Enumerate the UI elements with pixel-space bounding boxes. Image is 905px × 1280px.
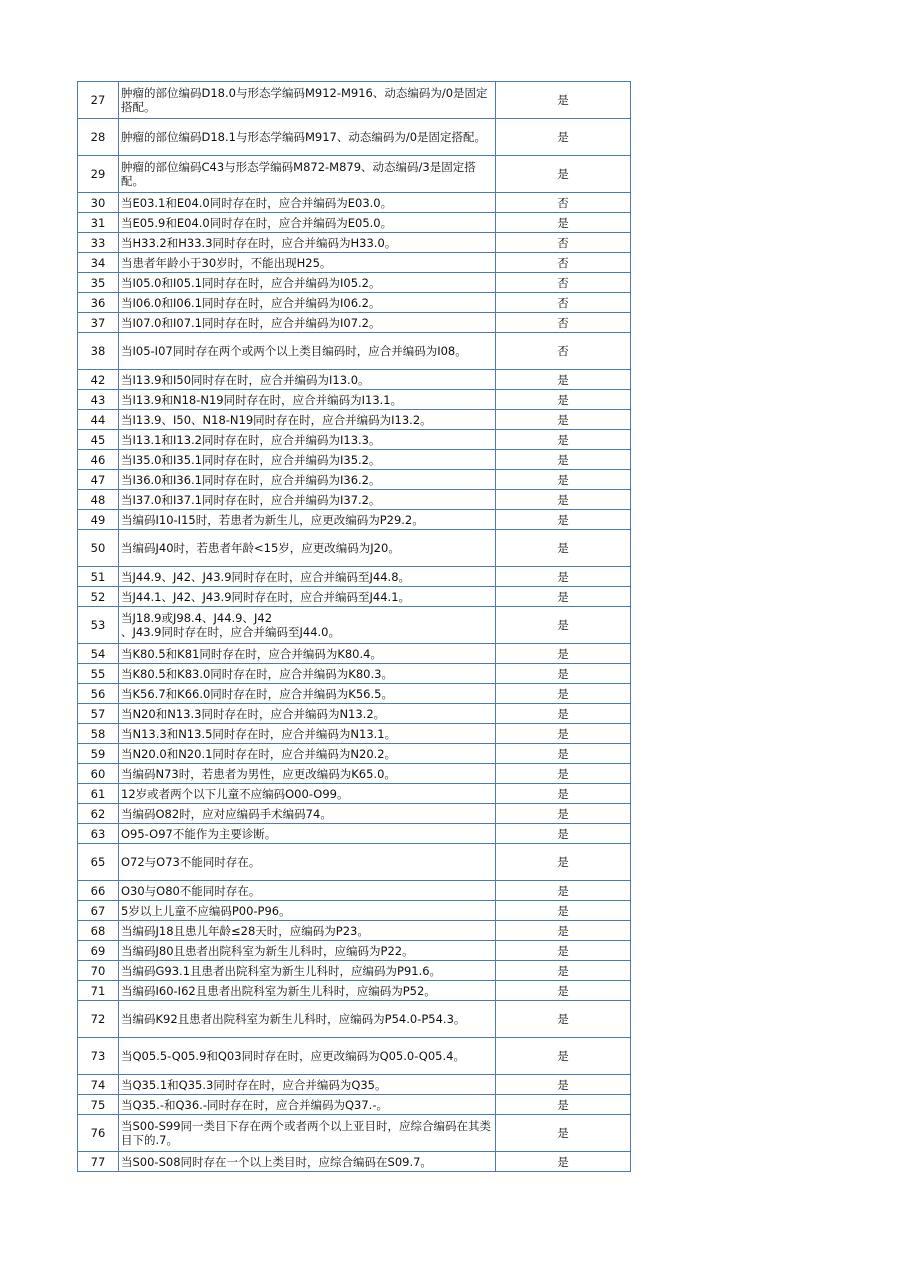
rule-number: 31 xyxy=(78,213,119,233)
rule-number: 60 xyxy=(78,764,119,784)
table-row xyxy=(78,961,631,981)
rule-description-cell xyxy=(119,1115,496,1152)
rule-description: 当I06.0和I06.1同时存在时，应合并编码为I06.2。 xyxy=(121,295,381,310)
rule-description: 当E05.9和E04.0同时存在时，应合并编码为E05.0。 xyxy=(121,215,393,230)
rule-number: 59 xyxy=(78,744,119,764)
rule-number: 54 xyxy=(78,644,119,664)
rule-description-cell xyxy=(119,213,496,233)
rule-description: 当K80.5和K81同时存在时，应合并编码为K80.4。 xyxy=(121,646,382,661)
rule-flag: 是 xyxy=(496,764,631,784)
rule-description-cell xyxy=(119,1152,496,1172)
table-row xyxy=(78,704,631,724)
table-row xyxy=(78,744,631,764)
table-row xyxy=(78,901,631,921)
table-row xyxy=(78,470,631,490)
rule-description: 当编码J80且患者出院科室为新生儿科时，应编码为P22。 xyxy=(121,943,414,958)
table-row xyxy=(78,684,631,704)
rule-description: 当I35.0和I35.1同时存在时，应合并编码为I35.2。 xyxy=(121,452,381,467)
rule-description-cell xyxy=(119,744,496,764)
rule-description: 当H33.2和H33.3同时存在时，应合并编码为H33.0。 xyxy=(121,235,397,250)
rule-flag: 是 xyxy=(496,410,631,430)
rule-description: 肿瘤的部位编码D18.1与形态学编码M917、动态编码为/0是固定搭配。 xyxy=(121,130,487,144)
rule-flag: 否 xyxy=(496,273,631,293)
table-row xyxy=(78,1038,631,1075)
rule-number: 35 xyxy=(78,273,119,293)
rule-number: 42 xyxy=(78,370,119,390)
rule-flag: 是 xyxy=(496,804,631,824)
table-row xyxy=(78,567,631,587)
table-row xyxy=(78,156,631,193)
rule-description: 当I05-I07同时存在两个或两个以上类目编码时，应合并编码为I08。 xyxy=(121,344,467,358)
table-row xyxy=(78,784,631,804)
rule-number: 70 xyxy=(78,961,119,981)
table-row xyxy=(78,490,631,510)
rule-description: 当N20.0和N20.1同时存在时，应合并编码为N20.2。 xyxy=(121,746,397,761)
rule-description: 当J44.1、J42、J43.9同时存在时，应合并编码至J44.1。 xyxy=(121,589,411,604)
rule-description-cell xyxy=(119,764,496,784)
table-row xyxy=(78,981,631,1001)
rule-description-cell xyxy=(119,704,496,724)
rule-flag: 是 xyxy=(496,510,631,530)
rule-flag: 是 xyxy=(496,664,631,684)
rule-flag: 是 xyxy=(496,881,631,901)
rule-description: 当Q05.5-Q05.9和Q03同时存在时，应更改编码为Q05.0-Q05.4。 xyxy=(121,1049,465,1063)
rule-number: 57 xyxy=(78,704,119,724)
rule-number: 51 xyxy=(78,567,119,587)
table-row xyxy=(78,82,631,119)
rule-description: 当编码J18且患儿年龄≤28天时，应编码为P23。 xyxy=(121,923,369,938)
rule-description-cell xyxy=(119,941,496,961)
table-row xyxy=(78,1075,631,1095)
rule-description: 当编码O82时，应对应编码手术编码74。 xyxy=(121,806,332,821)
rule-description-cell xyxy=(119,293,496,313)
rule-description: 当编码J40时，若患者年龄<15岁，应更改编码为J20。 xyxy=(121,541,400,555)
table-row xyxy=(78,313,631,333)
rule-description: 当Q35.-和Q36.-同时存在时，应合并编码为Q37.-。 xyxy=(121,1097,388,1112)
rule-description: O30与O80不能同时存在。 xyxy=(121,883,261,898)
rule-description-cell xyxy=(119,370,496,390)
rule-flag: 是 xyxy=(496,684,631,704)
rule-flag: 是 xyxy=(496,450,631,470)
rule-description-cell xyxy=(119,253,496,273)
rule-description-cell xyxy=(119,684,496,704)
table-row xyxy=(78,664,631,684)
table-row xyxy=(78,390,631,410)
table-row xyxy=(78,253,631,273)
rule-flag: 否 xyxy=(496,253,631,273)
rules-table-body xyxy=(78,82,631,1172)
table-row xyxy=(78,1115,631,1152)
rule-flag: 是 xyxy=(496,784,631,804)
table-row xyxy=(78,510,631,530)
rule-number: 46 xyxy=(78,450,119,470)
rule-flag: 否 xyxy=(496,293,631,313)
rule-description: 当K56.7和K66.0同时存在时，应合并编码为K56.5。 xyxy=(121,686,393,701)
rule-description-cell xyxy=(119,1038,496,1075)
rule-description-cell xyxy=(119,607,496,644)
rule-number: 63 xyxy=(78,824,119,844)
rule-description-cell xyxy=(119,430,496,450)
table-row xyxy=(78,1001,631,1038)
table-row xyxy=(78,450,631,470)
rule-flag: 是 xyxy=(496,607,631,644)
rule-description-cell xyxy=(119,844,496,881)
rule-flag: 是 xyxy=(496,567,631,587)
rule-flag: 是 xyxy=(496,530,631,567)
table-row xyxy=(78,213,631,233)
rule-flag: 是 xyxy=(496,390,631,410)
rule-description: 当K80.5和K83.0同时存在时，应合并编码为K80.3。 xyxy=(121,666,393,681)
rule-flag: 是 xyxy=(496,82,631,119)
rule-description-cell xyxy=(119,1001,496,1038)
rule-flag: 是 xyxy=(496,213,631,233)
table-row xyxy=(78,764,631,784)
rule-number: 69 xyxy=(78,941,119,961)
table-row xyxy=(78,293,631,313)
table-row xyxy=(78,844,631,881)
rule-description: 12岁或者两个以下儿童不应编码O00-O99。 xyxy=(121,786,349,801)
table-row xyxy=(78,233,631,253)
rule-number: 65 xyxy=(78,844,119,881)
rule-flag: 是 xyxy=(496,744,631,764)
rule-description-cell xyxy=(119,156,496,193)
rule-description: 当I36.0和I36.1同时存在时，应合并编码为I36.2。 xyxy=(121,472,381,487)
rule-flag: 否 xyxy=(496,333,631,370)
rule-number: 30 xyxy=(78,193,119,213)
rule-description-cell xyxy=(119,804,496,824)
rule-flag: 是 xyxy=(496,490,631,510)
rule-number: 58 xyxy=(78,724,119,744)
rule-description: 当I13.9和I50同时存在时，应合并编码为I13.0。 xyxy=(121,372,370,387)
rule-description-cell xyxy=(119,273,496,293)
rule-description: 当E03.1和E04.0同时存在时，应合并编码为E03.0。 xyxy=(121,195,393,210)
rule-description: 当I13.9和N18-N19同时存在时，应合并编码为I13.1。 xyxy=(121,392,403,407)
rule-number: 68 xyxy=(78,921,119,941)
rule-flag: 是 xyxy=(496,981,631,1001)
table-row xyxy=(78,273,631,293)
rule-flag: 是 xyxy=(496,119,631,156)
rule-description: 当编码I10-I15时，若患者为新生儿，应更改编码为P29.2。 xyxy=(121,512,424,527)
table-row xyxy=(78,881,631,901)
rule-description-cell xyxy=(119,119,496,156)
rule-number: 50 xyxy=(78,530,119,567)
rule-description-cell xyxy=(119,530,496,567)
rule-description-cell xyxy=(119,881,496,901)
rule-description-cell xyxy=(119,961,496,981)
rule-number: 62 xyxy=(78,804,119,824)
rule-description: 当患者年龄小于30岁时，不能出现H25。 xyxy=(121,255,332,270)
rule-number: 76 xyxy=(78,1115,119,1152)
rule-flag: 是 xyxy=(496,844,631,881)
rule-flag: 是 xyxy=(496,1075,631,1095)
rule-description-cell xyxy=(119,724,496,744)
rule-flag: 是 xyxy=(496,1038,631,1075)
table-row xyxy=(78,430,631,450)
rule-number: 37 xyxy=(78,313,119,333)
rule-description-cell xyxy=(119,901,496,921)
rule-description-cell xyxy=(119,1095,496,1115)
rule-number: 74 xyxy=(78,1075,119,1095)
rule-number: 29 xyxy=(78,156,119,193)
rule-description: 当编码N73时，若患者为男性，应更改编码为K65.0。 xyxy=(121,766,396,781)
table-row xyxy=(78,921,631,941)
rule-description-cell xyxy=(119,313,496,333)
rule-description: 当N13.3和N13.5同时存在时，应合并编码为N13.1。 xyxy=(121,726,397,741)
rule-description-cell xyxy=(119,824,496,844)
rule-description: 当J44.9、J42、J43.9同时存在时，应合并编码至J44.8。 xyxy=(121,569,411,584)
rule-number: 66 xyxy=(78,881,119,901)
rule-number: 56 xyxy=(78,684,119,704)
rule-flag: 是 xyxy=(496,1115,631,1152)
rule-flag: 是 xyxy=(496,1095,631,1115)
rule-description: 当I13.1和I13.2同时存在时，应合并编码为I13.3。 xyxy=(121,432,381,447)
rule-description: O72与O73不能同时存在。 xyxy=(121,855,261,869)
rule-description-cell xyxy=(119,450,496,470)
rule-description-cell xyxy=(119,490,496,510)
rule-description-cell xyxy=(119,644,496,664)
rule-description-cell xyxy=(119,664,496,684)
rule-flag: 是 xyxy=(496,901,631,921)
rule-number: 55 xyxy=(78,664,119,684)
rule-flag: 是 xyxy=(496,961,631,981)
rule-flag: 是 xyxy=(496,704,631,724)
rule-number: 49 xyxy=(78,510,119,530)
rule-description: 肿瘤的部位编码D18.0与形态学编码M912-M916、动态编码为/0是固定搭配。 xyxy=(121,86,488,114)
rule-description-cell xyxy=(119,233,496,253)
rule-flag: 是 xyxy=(496,156,631,193)
rule-number: 75 xyxy=(78,1095,119,1115)
rule-description-cell xyxy=(119,567,496,587)
rule-description-cell xyxy=(119,390,496,410)
table-row xyxy=(78,119,631,156)
rule-description-cell xyxy=(119,981,496,1001)
rule-description: 当编码K92且患者出院科室为新生儿科时，应编码为P54.0-P54.3。 xyxy=(121,1012,466,1026)
rule-description-cell xyxy=(119,587,496,607)
table-row xyxy=(78,193,631,213)
rule-description: 当I37.0和I37.1同时存在时，应合并编码为I37.2。 xyxy=(121,492,381,507)
rule-description: 当Q35.1和Q35.3同时存在时，应合并编码为Q35。 xyxy=(121,1077,387,1092)
rule-number: 61 xyxy=(78,784,119,804)
rule-flag: 是 xyxy=(496,430,631,450)
rule-flag: 是 xyxy=(496,644,631,664)
table-row xyxy=(78,724,631,744)
table-row xyxy=(78,607,631,644)
rule-description: 当N20和N13.3同时存在时，应合并编码为N13.2。 xyxy=(121,706,386,721)
rule-number: 36 xyxy=(78,293,119,313)
rule-flag: 否 xyxy=(496,233,631,253)
table-row xyxy=(78,1152,631,1172)
table-row xyxy=(78,1095,631,1115)
rule-number: 48 xyxy=(78,490,119,510)
rule-description-cell xyxy=(119,470,496,490)
rule-number: 47 xyxy=(78,470,119,490)
rule-number: 45 xyxy=(78,430,119,450)
rule-description-cell xyxy=(119,82,496,119)
rule-description-cell xyxy=(119,1075,496,1095)
rule-number: 44 xyxy=(78,410,119,430)
rule-description: 肿瘤的部位编码C43与形态学编码M872-M879、动态编码/3是固定搭配。 xyxy=(121,160,476,188)
rule-number: 34 xyxy=(78,253,119,273)
rule-number: 67 xyxy=(78,901,119,921)
rule-flag: 是 xyxy=(496,470,631,490)
rule-number: 33 xyxy=(78,233,119,253)
table-row xyxy=(78,804,631,824)
table-row xyxy=(78,587,631,607)
rule-description-cell xyxy=(119,333,496,370)
rule-number: 28 xyxy=(78,119,119,156)
rule-description: O95-O97不能作为主要诊断。 xyxy=(121,826,277,841)
rule-description: 当S00-S08同时存在一个以上类目时，应综合编码在S09.7。 xyxy=(121,1154,432,1169)
rule-description-cell xyxy=(119,410,496,430)
rule-description: 当J18.9或J98.4、J44.9、J42 、J43.9同时存在时，应合并编码至J44.0。 xyxy=(121,611,340,639)
rule-flag: 是 xyxy=(496,1001,631,1038)
table-row xyxy=(78,644,631,664)
rule-number: 27 xyxy=(78,82,119,119)
rule-description-cell xyxy=(119,510,496,530)
rule-number: 73 xyxy=(78,1038,119,1075)
rule-flag: 是 xyxy=(496,1152,631,1172)
table-row xyxy=(78,333,631,370)
rule-flag: 是 xyxy=(496,587,631,607)
rules-table xyxy=(77,81,631,1172)
rule-description: 当I07.0和I07.1同时存在时，应合并编码为I07.2。 xyxy=(121,315,381,330)
rule-description-cell xyxy=(119,784,496,804)
rule-flag: 是 xyxy=(496,824,631,844)
rule-flag: 否 xyxy=(496,313,631,333)
rule-description: 当I13.9、I50、N18-N19同时存在时，应合并编码为I13.2。 xyxy=(121,412,432,427)
rule-number: 53 xyxy=(78,607,119,644)
rule-description: 当编码I60-I62且患者出院科室为新生儿科时，应编码为P52。 xyxy=(121,983,436,998)
rule-flag: 是 xyxy=(496,370,631,390)
rule-number: 71 xyxy=(78,981,119,1001)
table-row xyxy=(78,370,631,390)
table-row xyxy=(78,410,631,430)
table-row xyxy=(78,530,631,567)
table-row xyxy=(78,824,631,844)
rule-flag: 是 xyxy=(496,921,631,941)
rule-number: 77 xyxy=(78,1152,119,1172)
rule-description: 当S00-S99同一类目下存在两个或者两个以上亚目时，应综合编码在其类目下的.7。 xyxy=(121,1119,492,1147)
rule-number: 52 xyxy=(78,587,119,607)
rule-flag: 是 xyxy=(496,941,631,961)
rule-number: 43 xyxy=(78,390,119,410)
rule-description-cell xyxy=(119,921,496,941)
rule-number: 38 xyxy=(78,333,119,370)
rule-description-cell xyxy=(119,193,496,213)
rule-number: 72 xyxy=(78,1001,119,1038)
rule-description: 5岁以上儿童不应编码P00-P96。 xyxy=(121,903,291,918)
rule-description: 当编码G93.1且患者出院科室为新生儿科时，应编码为P91.6。 xyxy=(121,963,442,978)
rule-flag: 是 xyxy=(496,724,631,744)
rule-flag: 否 xyxy=(496,193,631,213)
rule-description: 当I05.0和I05.1同时存在时，应合并编码为I05.2。 xyxy=(121,275,381,290)
table-row xyxy=(78,941,631,961)
